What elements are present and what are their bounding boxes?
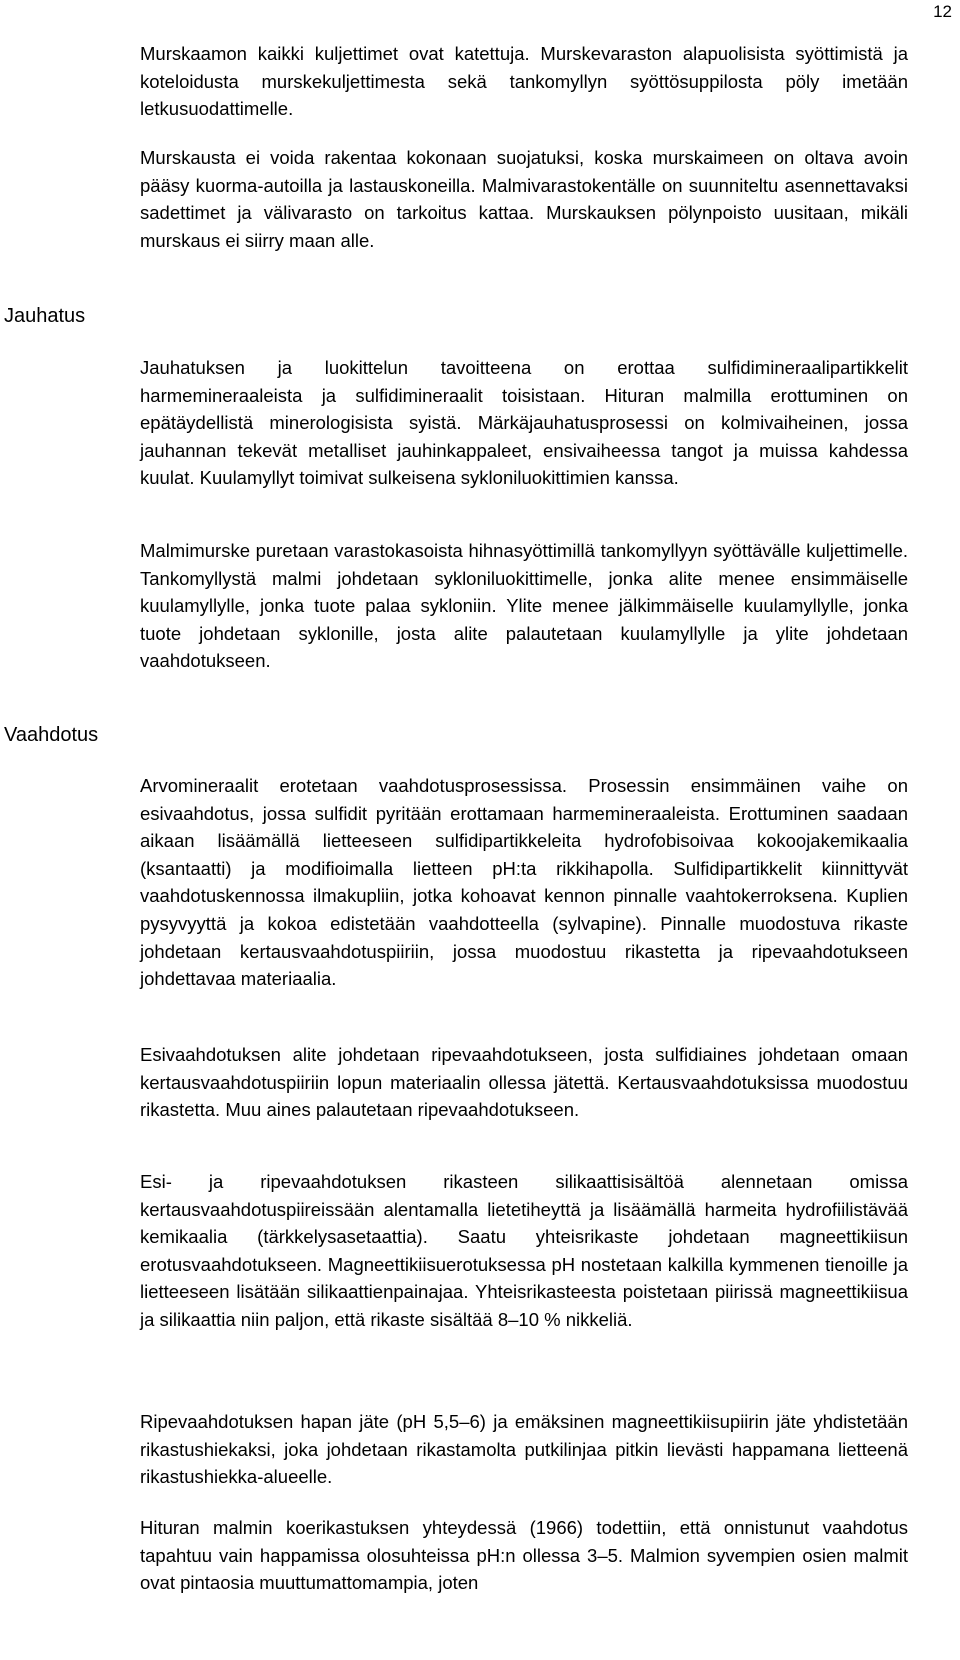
vaahdotus-paragraph-4: Ripevaahdotuksen hapan jäte (pH 5,5–6) ja emäksinen magneettikiisupiirin jäte yhdistetään rikastushiekaksi, joka johdetaan rikastamolta putkilinjaa pitkin lievästi happamana lietteenä rikastushiekka-alueelle. [140, 1411, 908, 1488]
jauhatus-paragraph-2: Malmimurske puretaan varastokasoista hihnasyöttimillä tankomyllyyn syöttävälle kuljettimelle. Tankomyllystä malmi johdetaan sykloniluokittimelle, jonka alite menee ensimmäiselle kuulamyllylle, jonka tuote palaa sykloniin. Ylite menee jälkimmäiselle kuulamyllylle, jonka tuote johdetaan syklonille, josta alite palautetaan kuulamyllylle ja ylite johdetaan vaahdotukseen. [140, 540, 908, 672]
section-heading-vaahdotus: Vaahdotus [4, 724, 99, 746]
intro-paragraph-1: Murskaamon kaikki kuljettimet ovat katettuja. Murskevaraston alapuolisista syöttimistä ja koteloidusta murskekuljettimesta sekä tankomyllyn syöttösuppilosta pöly imetään letkusuodattimelle. [140, 43, 908, 120]
jauhatus-paragraph-1: Jauhatuksen ja luokittelun tavoitteena on erottaa sulfidimineraalipartikkelit harmemineraaleista ja sulfidimineraalit toisistaan. Hituran malmilla erottuminen on epätäydellistä minerologisista syistä. Märkäjauhatusprosessi on kolmivaiheinen, jossa jauhannan tekevät metalliset jauhinkappaleet, ensivaiheessa tangot ja muissa kahdessa kuulat. Kuulamyllyt toimivat sulkeisena sykloniluokittimien kanssa. [140, 357, 908, 489]
vaahdotus-paragraph-1: Arvomineraalit erotetaan vaahdotusprosessissa. Prosessin ensimmäinen vaihe on esivaahdotus, jossa sulfidit pyritään erottamaan harmemineraaleista. Erottuminen saadaan aikaan lisäämällä lietteeseen sulfidipartikkeleita hydrofobisoivaa kokoojakemikaalia (ksantaatti) ja modifioimalla lietteen pH:ta rikkihapolla. Sulfidipartikkelit kiinnittyvät vaahdotuskennossa ilmakupliin, jotka kohoavat kennon pinnalle vaahtokerroksena. Kuplien pysyvyyttä ja kokoa edistetään vaahdotteella (sylvapine). Pinnalle muodostuva rikaste johdetaan kertausvaahdotuspiiriin, jossa muodostuu rikastetta ja ripevaahdotukseen johdettavaa materiaalia. [140, 775, 908, 990]
intro-paragraph-2: Murskausta ei voida rakentaa kokonaan suojatuksi, koska murskaimeen on oltava avoin pääsy kuorma-autoilla ja lastauskoneilla. Malmivarastokentälle on suunniteltu asennettavaksi sadettimet ja välivarasto on tarkoitus kattaa. Murskauksen pölynpoisto uusitaan, mikäli murskaus ei siirry maan alle. [140, 147, 908, 251]
vaahdotus-paragraph-5: Hituran malmin koerikastuksen yhteydessä (1966) todettiin, että onnistunut vaahdotus tapahtuu vain happamissa olosuhteissa pH:n ollessa 3–5. Malmion syvempien osien malmit ovat pintaosia muuttumattomampia, joten [140, 1517, 908, 1594]
vaahdotus-paragraph-3: Esi- ja ripevaahdotuksen rikasteen silikaattisisältöä alennetaan omissa kertausvaahdotuspiireissään alentamalla lietetiheyttä ja lisäämällä harmeita hydrofiilistävää kemikaalia (tärkkelysasetaattia). Saatu yhteisrikaste johdetaan magneettikiisun erotusvaahdotukseen. Magneettikiisuerotuksessa pH nostetaan kalkilla kymmenen tienoille ja lietteeseen lisätään silikaattienpainajaa. Yhteisrikasteesta poistetaan piirissä magneettikiisua ja silikaattia niin paljon, että rikaste sisältää 8–10 % nikkeliä. [140, 1171, 908, 1330]
page-number: 12 [933, 2, 952, 21]
section-heading-jauhatus: Jauhatus [4, 305, 86, 327]
vaahdotus-paragraph-2: Esivaahdotuksen alite johdetaan ripevaahdotukseen, josta sulfidiaines johdetaan omaan kertausvaahdotuspiiriin lopun materiaalin ollessa jätettä. Kertausvaahdotuksissa muodostuu rikastetta. Muu aines palautetaan ripevaahdotukseen. [140, 1044, 908, 1121]
